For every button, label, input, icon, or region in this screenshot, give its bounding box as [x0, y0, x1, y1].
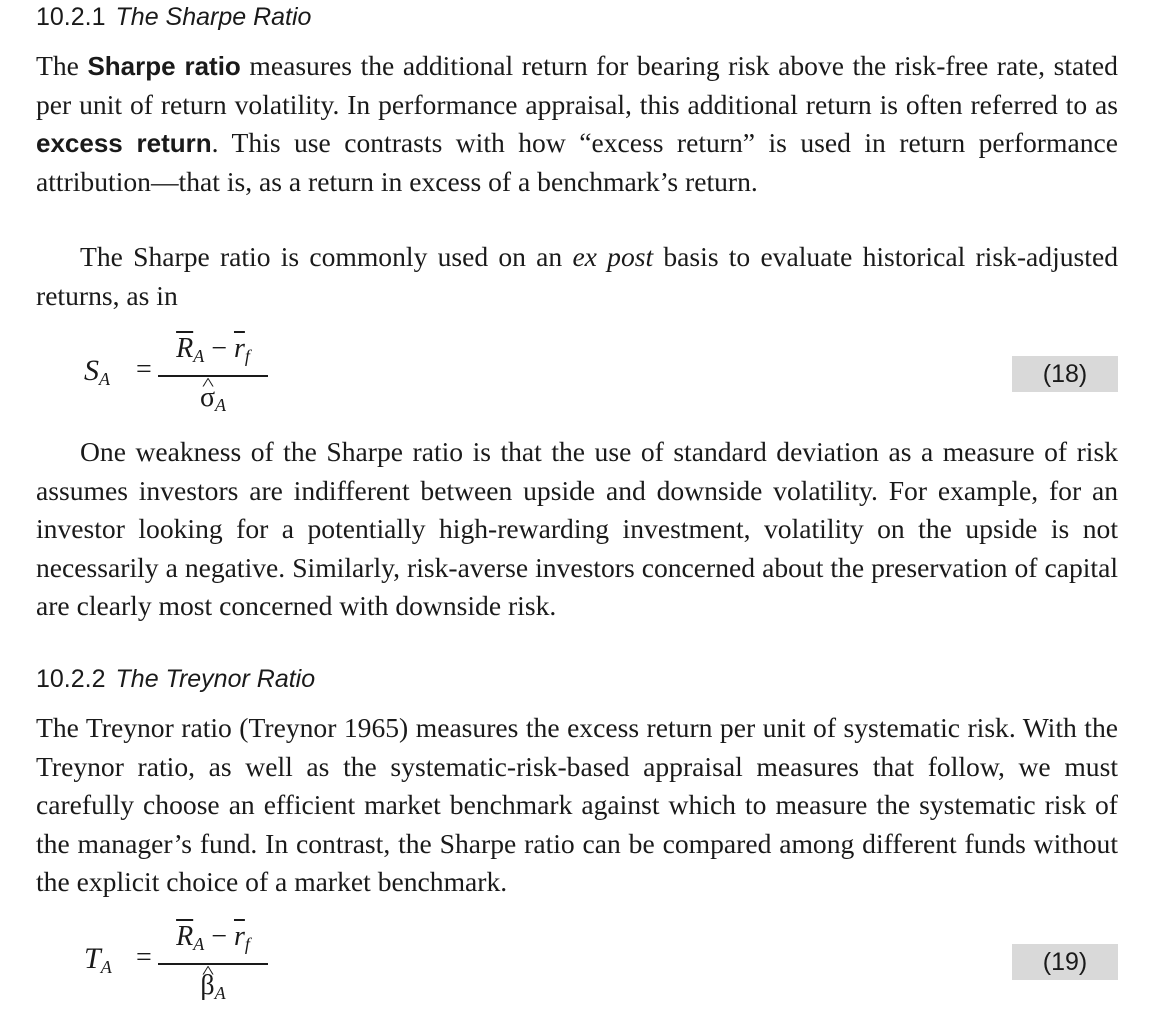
section-number: 10.2.2 — [36, 665, 106, 693]
paragraph-sharpe-usage: The Sharpe ratio is commonly used on an ex post basis to evaluate historical risk-adjusted returns, as in — [36, 241, 1118, 311]
equation-sharpe — [36, 332, 1118, 416]
term-excess-return: excess return — [36, 128, 212, 158]
term-sharpe-ratio: Sharpe ratio — [87, 51, 241, 81]
equation-treynor — [36, 920, 1118, 1004]
equation-lhs: $S_A$ — [84, 354, 110, 389]
section-heading-sharpe — [36, 2, 311, 32]
numerator: $\overline{R}_A - \overline{r}_f$ — [176, 333, 250, 366]
denominator: ^ $\sigma_A$ — [158, 381, 268, 422]
numerator: $\overline{R}_A - \overline{r}_f$ — [176, 921, 250, 954]
paragraph-sharpe-definition: The Sharpe ratio measures the additional return for bearing risk above the risk-free rate, stated per unit of return volatility. In performance appraisal, this additional return is often referred to as excess return. This use contrasts with how “excess return” is used in return performance attribution—that is, as a return in excess of a benchmark’s return. — [36, 50, 1119, 197]
equation-number: (18) — [1012, 356, 1118, 392]
section-number: 10.2.1 — [36, 3, 106, 31]
denominator: ^ $\beta_A$ — [158, 969, 268, 1010]
paragraph-treynor-definition: The Treynor ratio (Treynor 1965) measures the excess return per unit of systematic risk. With the Treynor ratio, as well as the systematic-risk-based appraisal measures that follow, we must carefully choose an efficient market benchmark against which to measure the systematic risk of the manager’s fund. In contrast, the Sharpe ratio can be compared among different funds without the explicit choice of a market benchmark. — [36, 712, 1118, 897]
fraction — [158, 920, 268, 1010]
section-title: The Sharpe Ratio — [115, 3, 312, 31]
section-title: The Treynor Ratio — [115, 665, 316, 693]
section-heading-treynor — [36, 664, 315, 694]
paragraph-sharpe-weakness: One weakness of the Sharpe ratio is that the use of standard deviation as a measure of risk assumes investors are indifferent between upside and downside volatility. For example, for an investor looking for a potentially high-rewarding investment, volatility on the upside is not necessarily a negative. Similarly, risk-averse investors concerned about the preservation of capital are clearly most concerned with downside risk. — [36, 436, 1118, 621]
fraction — [158, 332, 268, 422]
equation-number: (19) — [1012, 944, 1118, 980]
equation-lhs: $T_A$ — [84, 942, 112, 977]
equals-sign: = — [136, 354, 152, 385]
equals-sign: = — [136, 942, 152, 973]
